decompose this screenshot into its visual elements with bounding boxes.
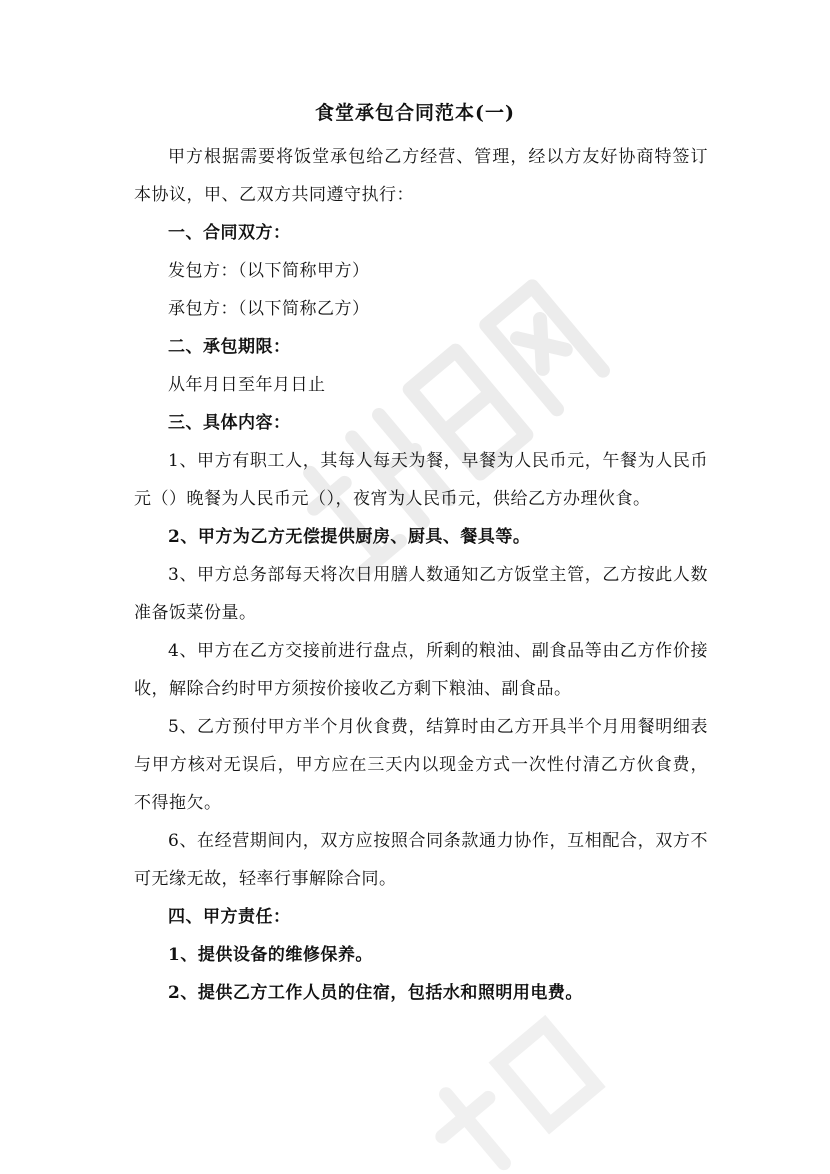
body-paragraph: 承包方：（以下简称乙方） [168,299,370,319]
body-paragraph: 3、甲方总务部每天将次日用膳人数通知乙方饭堂主管，乙方按此人数准备饭菜份量。 [134,565,708,623]
body-paragraph: 5、乙方预付甲方半个月伙食费，结算时由乙方开具半个月用餐明细表与甲方核对无误后，甲方应在三天内以现金方式一次性付清乙方伙食费，不得拖欠。 [134,717,708,813]
section-heading: 1、提供设备的维修保养。 [168,945,373,965]
document-title: 食堂承包合同范本(一) [315,102,515,124]
section-heading: 三、具体内容： [168,413,291,433]
section-heading: 2、甲方为乙方无偿提供厨房、厨具、餐具等。 [168,527,531,547]
body-paragraph: 发包方：（以下简称甲方） [168,261,370,281]
body-paragraph: 甲方根据需要将饭堂承包给乙方经营、管理，经以方友好协商特签订本协议，甲、乙双方共同遵守执行： [134,147,708,205]
body-paragraph: 4、甲方在乙方交接前进行盘点，所剩的粮油、副食品等由乙方作价接收，解除合约时甲方须按价接收乙方剩下粮油、副食品。 [134,641,708,699]
body-paragraph: 6、在经营期间内，双方应按照合同条款通力协作，互相配合，双方不可无缘无故，轻率行事解除合同。 [134,831,708,889]
body-paragraph: 1、甲方有职工人，其每人每天为餐，早餐为人民币元，午餐为人民币元（）晚餐为人民币元（），夜宵为人民币元，供给乙方办理伙食。 [134,451,708,509]
document-body [134,138,708,1012]
section-heading: 二、承包期限： [168,337,291,357]
section-heading: 一、合同双方： [168,223,291,243]
section-heading: 2、提供乙方工作人员的住宿，包括水和照明用电费。 [168,983,583,1003]
body-paragraph: 从年月日至年月日止 [168,375,326,395]
section-heading: 四、甲方责任： [168,907,291,927]
